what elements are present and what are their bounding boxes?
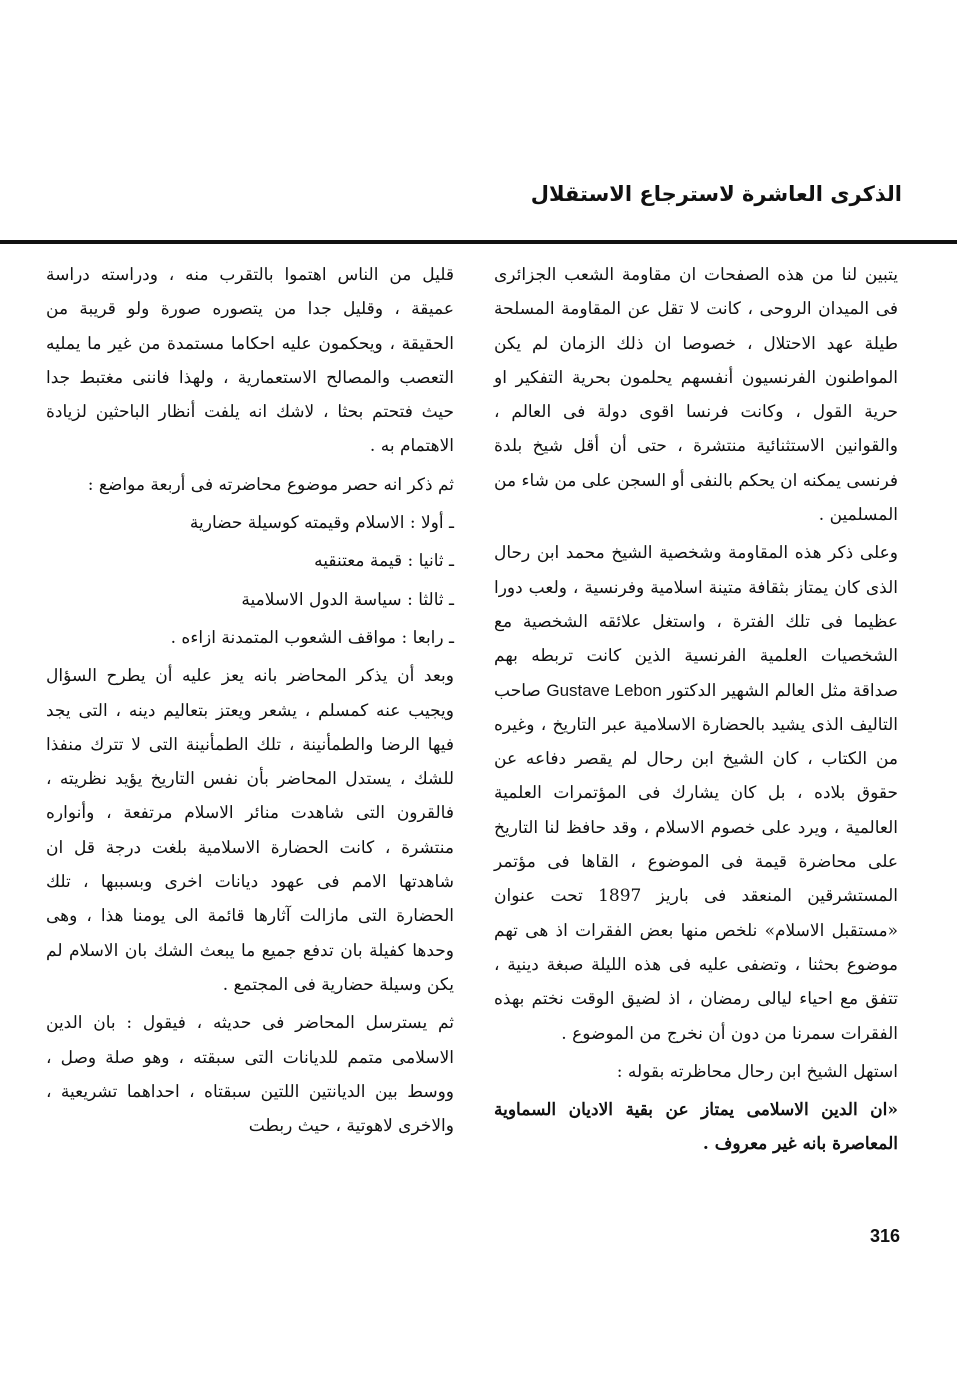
list-item: ـ ثانيا : قيمة معتنقيه <box>314 551 454 572</box>
quote-paragraph: «ان الدين الاسلامى يمتاز عن بقية الاديان السماوية المعاصرة بانه غير معروف . <box>494 1100 898 1155</box>
page-number: 316 <box>869 1226 900 1246</box>
list-item: ـ ثالثا : سياسة الدول الاسلامية <box>241 589 454 610</box>
header-rule <box>0 240 957 244</box>
left-column <box>46 258 454 1143</box>
paragraph: يتبين لنا من هذه الصفحات ان مقاومة الشعب الجزائرى فى الميدان الروحى ، كانت لا تقل عن المقاومة المسلحة طيلة عهد الاحتلال ، خصوصا ان ذلك الزمان لم يكن المواطنون الفرنسيون أنفسهم يحلمون بحرية التفكير او حرية القول ، وكانت فرنسا اقوى دولة فى العالم ، والقوانين الاستثنائية منتشرة ، حتى أن أقل شيخ بلدة فرنسى يمكنه ان يحكم بالنفى أو السجن على من شاء من المسلمين . <box>494 265 898 526</box>
running-header: الذكرى العاشرة لاسترجاع الاستقلال <box>530 182 902 206</box>
paragraph-text: وعلى ذكر هذه المقاومة وشخصية الشيخ محمد ابن رحال الذى كان يمتاز بثقافة متينة اسلامية وفرنسية ، ولعب دورا عظيما فى تلك الفترة ، واستغل علائقه الشخصية مع الشخصيات العلمية الفرنسية الذين كانت تربطه بهم صداقة مثل العالم الشهير الدكتور <box>494 543 898 701</box>
paragraph: استهل الشيخ ابن رحال محاظرته بقوله : <box>616 1061 898 1082</box>
paragraph <box>494 536 898 1050</box>
paragraph: وبعد أن يذكر المحاضر بانه يعز عليه أن يطرح السؤال ويجيب عنه كمسلم ، يشعر ويعتز بتعاليم دينه ، التى يجد فيها الرضا والطمأنينة ، تلك الطمأنينة التى لا تترك منفذا للشك ، يستدل المحاضر بأن نفس التاريخ يؤيد نظريته ، فالقرون التى شاهدت منائر الاسلام مرتفعة ، وأنواره منتشرة ، كانت الحضارة الاسلامية بلغت درجة قل ان شاهدتها الامم فى عهود ديانات اخرى وبسببها ، تلك الحضارة التى مازالت آثارها قائمة الى يومنا هذا ، وهى وحدها كفيلة بان تدفع جميع ما يبعث الشك بان الاسلام لم يكن وسيلة حضارية فى المجتمع . <box>46 666 454 995</box>
list-item: ـ أولا : الاسلام وقيمته كوسيلة حضارية <box>189 513 454 534</box>
right-column <box>494 258 898 1162</box>
paragraph: ثم ذكر انه حصر موضوع محاضرته فى أربعة مواضع : <box>87 474 454 495</box>
paragraph: قليل من الناس اهتموا بالتقرب منه ، ودراسته دراسة عميقة ، وقليل جدا من يتصوره صورة ولو قريبة من الحقيقة ، ويحكمون عليه احكاما مستمدة من غير ما يمليه التعصب والمصالح الاستعمارية ، ولهذا فاننى مغتبط جدا حيث فتحتم بحثا ، لاشك انه يلفت أنظار الباحثين لزيادة الاهتمام به . <box>46 265 454 457</box>
paragraph: ثم يسترسل المحاضر فى حديثه ، فيقول : بان الدين الاسلامى متمم للديانات التى سبقته ، وهو صلة وصل ، ووسط بين الديانتين اللتين سبقتاه ، احداهما تشريعية ، والاخرى لاهوتية ، حيث ربطت <box>46 1013 454 1137</box>
latin-name: Gustave Lebon <box>546 680 662 700</box>
paragraph-text: صاحب التاليف الذى يشيد بالحضارة الاسلامية عبر التاريخ ، وغيره من الكتاب ، كان الشيخ ابن رحال لم يقصر دفاعه عن حقوق بلاده ، بل كان يشارك فى المؤتمرات العلمية العالمية ، ويرد على خصوم الاسلام ، وقد حافظ لنا التاريخ على محاضرة قيمة فى الموضوع ، القاها فى مؤتمر المستشرقين المنعقد فى باريز 1897 تحت عنوان «مستقبل الاسلام» نلخص منها بعض الفقرات اذ هى تهم موضوع بحثنا ، وتضفى عليه فى هذه الليلة صبغة دينية ، تتفق مع احياء ليالى رمضان ، اذ لضيق الوقت نختم بهذه الفقرات سمرنا من دون أن نخرج من الموضوع . <box>494 680 899 1044</box>
list-item: ـ رابعا : مواقف الشعوب المتمدنة ازاءه . <box>170 627 454 648</box>
